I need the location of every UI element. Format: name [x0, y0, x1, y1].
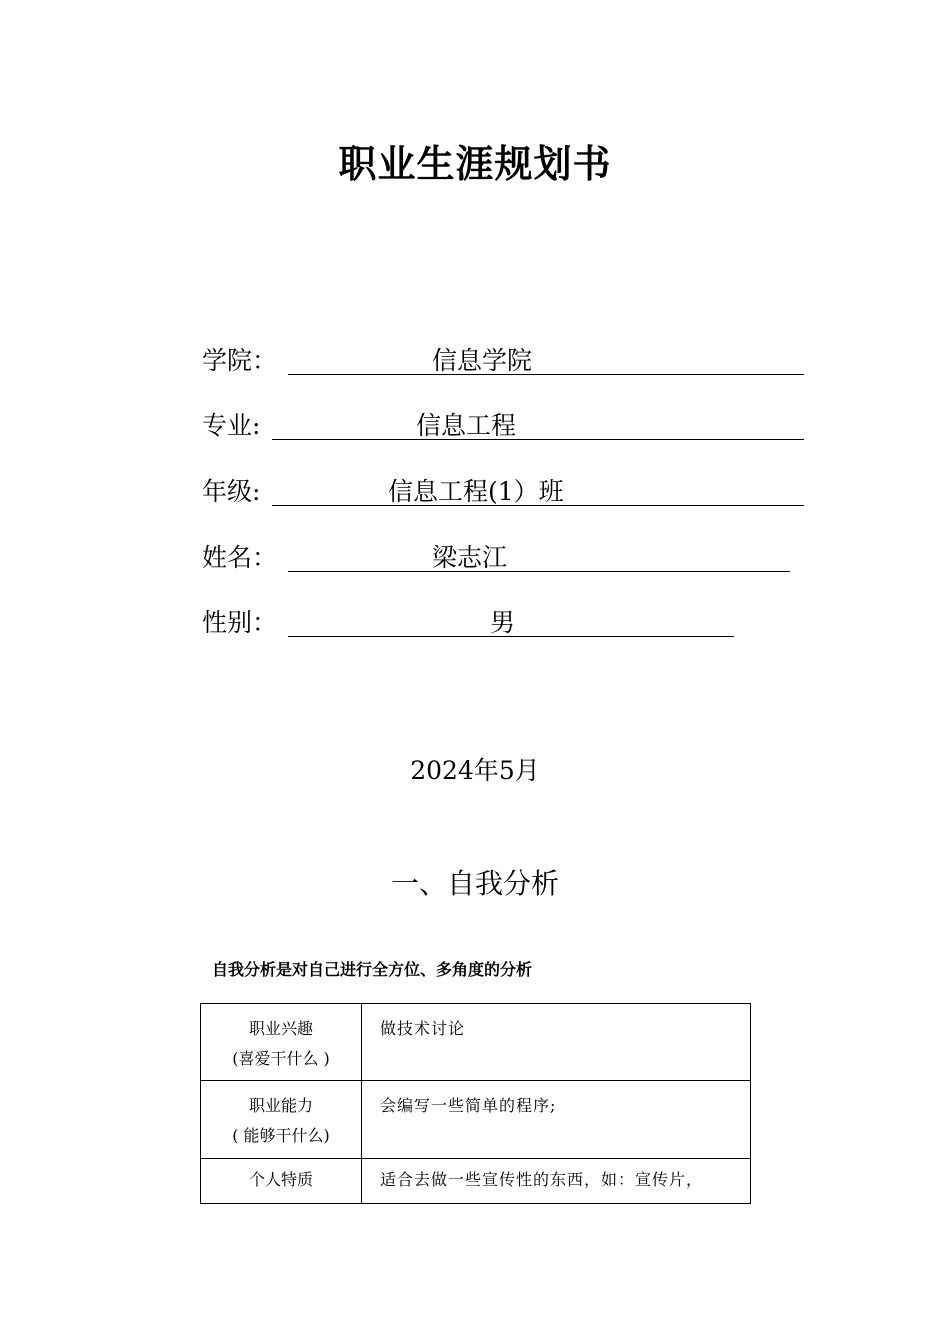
field-underline	[288, 538, 790, 572]
document-date: 2024年5月	[410, 756, 540, 785]
field-label: 性别：	[202, 608, 278, 637]
table-cell-label	[201, 1004, 362, 1081]
intro-text: 自我分析是对自己进行全方位、多角度的分析	[212, 960, 533, 979]
table-cell-content: 会编写一些简单的程序;	[362, 1081, 751, 1159]
table-cell-content: 适合去做一些宣传性的东西，如：宣传片，	[362, 1159, 751, 1204]
label-line: 个人特质	[248, 1170, 313, 1189]
field-value: 信息工程	[416, 411, 517, 440]
field-label: 专业:	[202, 411, 261, 440]
label-line: 职业兴趣	[248, 1019, 313, 1038]
section-heading: 一、自我分析	[390, 867, 559, 900]
field-value: 梁志江	[432, 543, 508, 572]
page-title: 职业生涯规划书	[338, 142, 612, 186]
field-label: 学院：	[202, 346, 278, 375]
table-row	[201, 1081, 751, 1159]
field-value: 男	[490, 608, 516, 637]
field-underline	[288, 341, 804, 375]
field-value: 信息学院	[432, 346, 533, 375]
field-value: 信息工程(1）班	[388, 477, 564, 506]
label-line: (喜爱干什么 )	[232, 1049, 330, 1068]
field-label: 年级:	[202, 477, 261, 506]
table-row	[201, 1004, 751, 1081]
self-analysis-table	[200, 1003, 751, 1204]
table-row	[201, 1159, 751, 1204]
field-underline	[272, 406, 804, 440]
label-line: 职业能力	[248, 1096, 313, 1115]
field-label: 姓名：	[202, 543, 278, 572]
table-cell-label	[201, 1081, 362, 1159]
table-cell-content: 做技术讨论	[362, 1004, 751, 1081]
label-line: ( 能够干什么)	[232, 1126, 330, 1145]
table-cell-label	[201, 1159, 362, 1204]
